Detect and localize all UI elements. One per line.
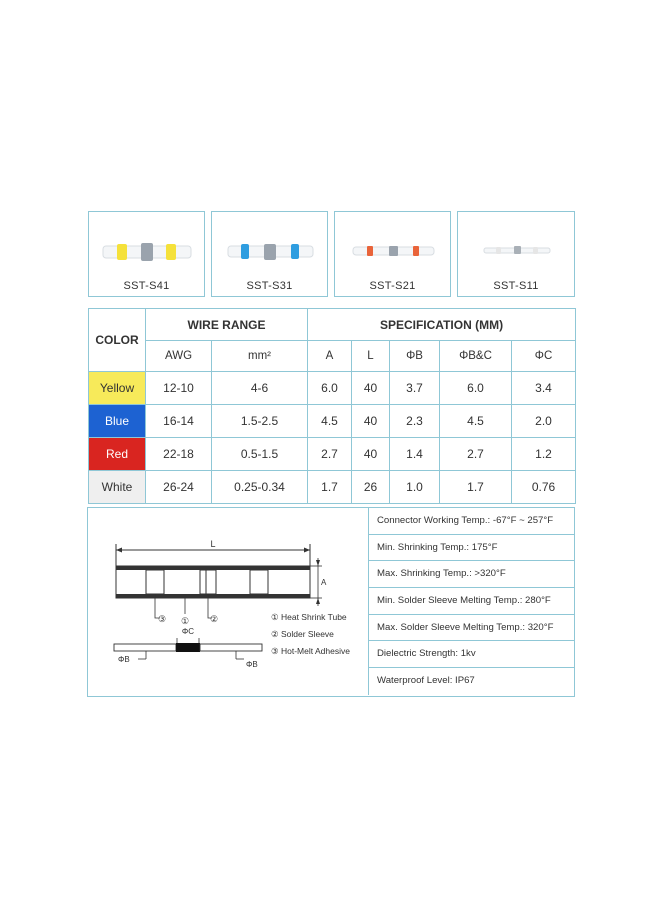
connector-s21-image [335,234,452,268]
color-cell-blue: Blue [89,405,146,438]
a-cell: 1.7 [308,471,352,504]
band-right [291,244,299,259]
table-row [89,471,576,504]
property-min-solder-melting-temp: Min. Solder Sleeve Melting Temp.: 280°F [369,588,574,615]
mm2-header: mm² [212,341,308,372]
bc-cell: 1.7 [440,471,512,504]
awg-cell: 22-18 [146,438,212,471]
l-cell: 40 [352,438,390,471]
table-row [89,372,576,405]
connector-s31-image [212,234,329,268]
bc-cell: 2.7 [440,438,512,471]
product-card-s21 [334,211,451,297]
product-label: SST-S21 [369,280,416,292]
b-cell: 3.7 [390,372,440,405]
b-cell: 1.4 [390,438,440,471]
band-left [117,244,127,260]
adhesive-ring-right [250,570,268,594]
band-left [367,246,373,256]
product-card-s41 [88,211,205,297]
wire-range-header: WIRE RANGE [146,309,308,341]
product-label: SST-S11 [493,280,539,292]
c-header: ΦC [512,341,576,372]
product-label: SST-S41 [123,280,170,292]
bc-header: ΦB&C [440,341,512,372]
legend-heat-shrink-tube: ① Heat Shrink Tube [271,612,347,622]
color-cell-yellow: Yellow [89,372,146,405]
mm2-cell: 1.5-2.5 [212,405,308,438]
callout-2: ② [210,614,219,624]
property-working-temp: Connector Working Temp.: -67°F ~ 257°F [369,508,574,535]
specification-header: SPECIFICATION (MM) [308,309,576,341]
table-row [89,438,576,471]
property-waterproof-level: Waterproof Level: IP67 [377,675,475,687]
mm2-cell: 0.5-1.5 [212,438,308,471]
wire-right [200,644,262,651]
property-max-solder-melting-temp: Max. Solder Sleeve Melting Temp.: 320°F [369,615,574,642]
band-right [533,247,538,254]
callout-1: ① [181,616,190,626]
mm2-cell: 0.25-0.34 [212,471,308,504]
product-card-s11 [457,211,575,297]
callout-3: ③ [158,614,167,624]
dim-a-label: A [321,578,327,587]
mm2-cell: 4-6 [212,372,308,405]
l-header: L [352,341,390,372]
b-cell: 2.3 [390,405,440,438]
adhesive-ring-left [146,570,164,594]
property-min-shrinking-temp: Min. Shrinking Temp.: 175°F [369,535,574,562]
product-label: SST-S31 [246,280,293,292]
band-right [413,246,419,256]
c-cell: 1.2 [512,438,576,471]
awg-cell: 16-14 [146,405,212,438]
dim-c-label: ΦC [181,627,195,636]
solder-sleeve [514,246,521,254]
bc-cell: 4.5 [440,405,512,438]
c-cell: 3.4 [512,372,576,405]
awg-header: AWG [146,341,212,372]
properties-list [368,508,574,695]
awg-cell: 12-10 [146,372,212,405]
b-cell: 1.0 [390,471,440,504]
product-card-s31 [211,211,328,297]
color-cell-white: White [89,471,146,504]
connector-diagram [88,508,368,695]
diagram-panel [87,507,575,697]
legend-hot-melt-adhesive: ③ Hot-Melt Adhesive [271,646,350,656]
b-header: ΦB [390,341,440,372]
solder-joint [176,643,200,652]
specification-table [88,308,576,504]
bc-cell: 6.0 [440,372,512,405]
wire-left [114,644,176,651]
l-cell: 40 [352,372,390,405]
dim-b-right-label: ΦB [246,660,258,669]
dim-b-left-label: ΦB [118,655,130,664]
legend-solder-sleeve: ② Solder Sleeve [271,629,334,639]
color-header: COLOR [89,309,146,372]
product-cards [88,211,576,298]
dim-l-label: L [210,539,216,549]
a-cell: 4.5 [308,405,352,438]
l-cell: 26 [352,471,390,504]
a-cell: 2.7 [308,438,352,471]
solder-sleeve [389,246,398,256]
band-right [166,244,176,260]
c-cell: 2.0 [512,405,576,438]
a-header: A [308,341,352,372]
c-cell: 0.76 [512,471,576,504]
property-max-shrinking-temp: Max. Shrinking Temp.: >320°F [369,561,574,588]
awg-cell: 26-24 [146,471,212,504]
band-left [241,244,249,259]
l-cell: 40 [352,405,390,438]
solder-sleeve [264,244,276,260]
a-cell: 6.0 [308,372,352,405]
connector-s41-image [89,234,206,268]
band-left [496,247,501,254]
property-dielectric-strength: Dielectric Strength: 1kv [369,641,574,668]
solder-sleeve [141,243,153,261]
solder-sleeve-shape [200,570,216,594]
connector-s11-image [458,234,576,268]
table-row [89,405,576,438]
color-cell-red: Red [89,438,146,471]
